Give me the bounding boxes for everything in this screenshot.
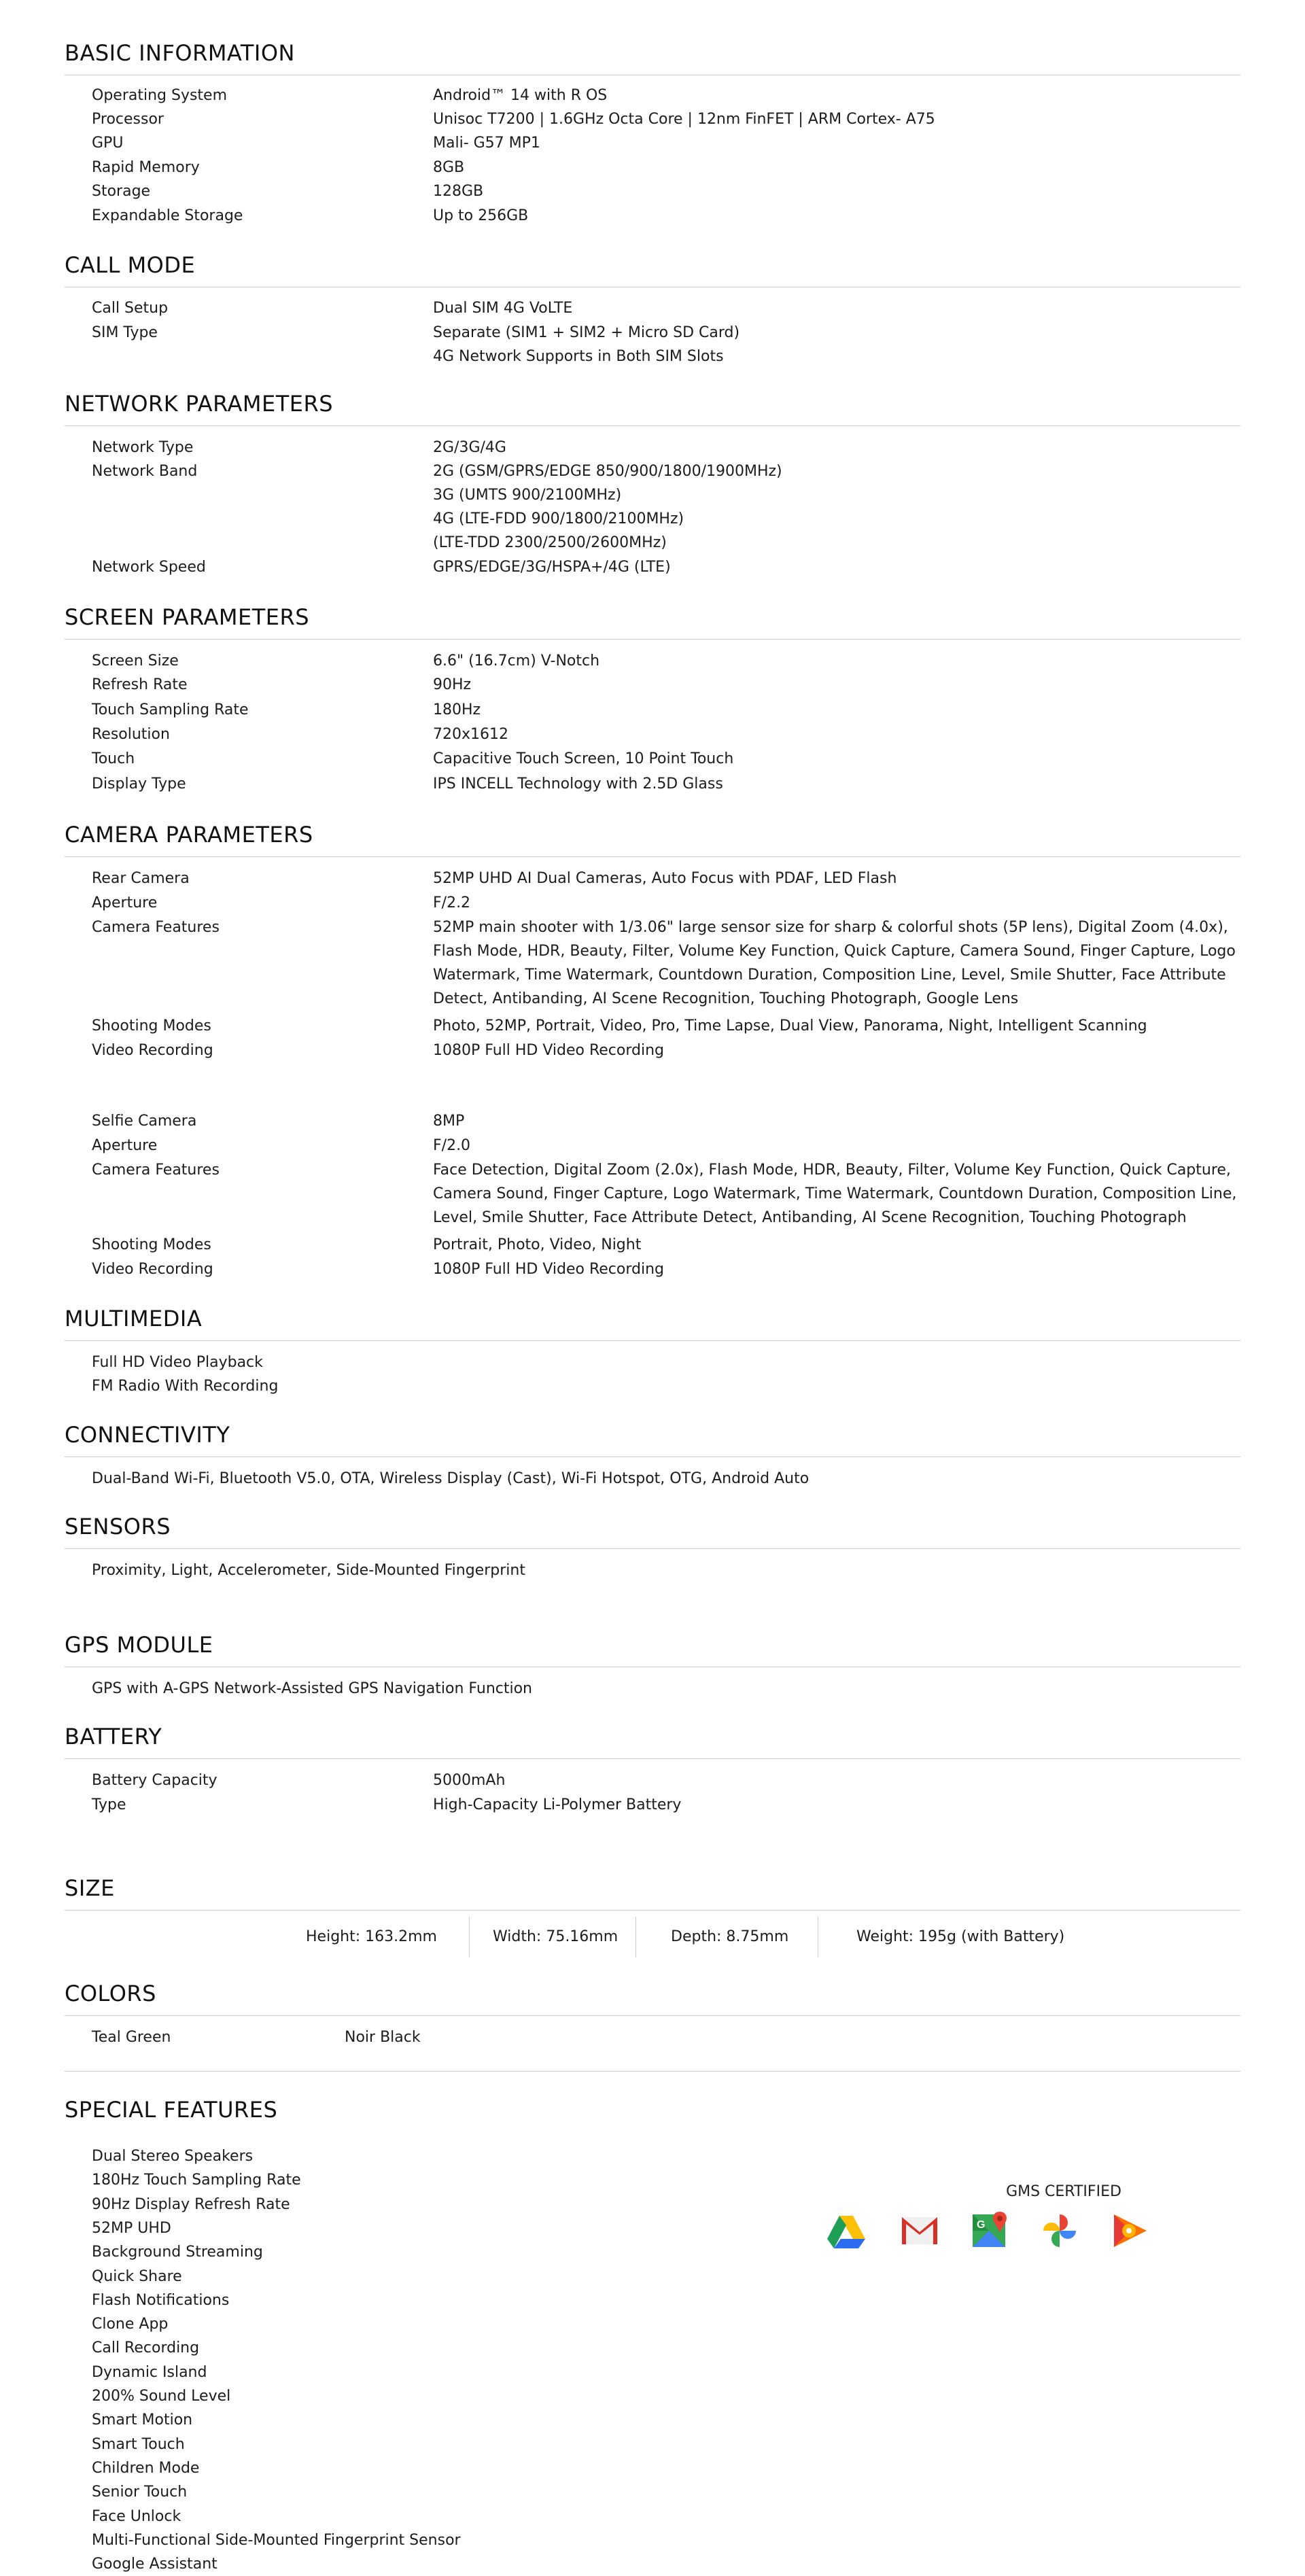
- gps-text: GPS with A-GPS Network-Assisted GPS Navigation Function: [92, 1680, 533, 1697]
- section-title: SCREEN PARAMETERS: [65, 604, 310, 630]
- size-dimensions: [65, 1917, 1240, 1957]
- feature-item: Senior Touch: [92, 2484, 188, 2501]
- spec-label: Camera Features: [92, 919, 220, 936]
- spec-value: F/2.2: [433, 894, 471, 911]
- section-camera-parameters: [65, 821, 1240, 857]
- divider: [65, 1910, 1240, 1911]
- spec-value: 2G/3G/4G: [433, 439, 506, 456]
- feature-item: 52MP UHD: [92, 2219, 171, 2237]
- spec-value: 8GB: [433, 159, 465, 176]
- sensors-text: Proximity, Light, Accelerometer, Side-Mounted Fingerprint: [92, 1562, 525, 1579]
- section-title: SENSORS: [65, 1514, 171, 1539]
- spec-label: Aperture: [92, 894, 158, 911]
- spec-label: Touch: [92, 750, 135, 767]
- gms-certified-label: GMS CERTIFIED: [1006, 2183, 1121, 2200]
- feature-item: 200% Sound Level: [92, 2388, 231, 2405]
- spec-label: Rear Camera: [92, 870, 190, 887]
- section-size: [65, 1875, 1240, 1911]
- spec-value: Unisoc T7200 | 1.6GHz Octa Core | 12nm FinFET | ARM Cortex- A75: [433, 111, 935, 128]
- google-maps-icon: [970, 2210, 1011, 2251]
- section-basic-information: [65, 39, 1240, 75]
- spec-value: Capacitive Touch Screen, 10 Point Touch: [433, 750, 734, 767]
- color-option: Noir Black: [345, 2029, 421, 2046]
- google-drive-icon: [826, 2210, 867, 2251]
- section-sensors: [65, 1513, 1240, 1549]
- feature-item: Quick Share: [92, 2267, 182, 2285]
- spec-label: Battery Capacity: [92, 1772, 218, 1789]
- section-title: SIZE: [65, 1875, 115, 1901]
- section-title: BATTERY: [65, 1724, 162, 1750]
- list-item: Full HD Video Playback: [92, 1354, 263, 1371]
- spec-value: 52MP main shooter with 1/3.06" large sensor size for sharp & colorful shots (5P lens), Digital Zoom (4.0x), Flash Mode, HDR, Beauty, Filter, Volume Key Function, Quick Capture, Camera Sound, Finger Capture, Logo Watermark, Time Watermark, Countdown Duration, Composition Line, Level, Smile Shutter, Face Attribute Detect, Antibanding, AI Scene Recognition, Touching Photograph, Google Lens: [433, 919, 1236, 1007]
- spec-value: GPRS/EDGE/3G/HSPA+/4G (LTE): [433, 559, 671, 576]
- divider: [65, 2015, 1240, 2016]
- feature-item: Dual Stereo Speakers: [92, 2148, 254, 2165]
- section-title: CAMERA PARAMETERS: [65, 822, 313, 848]
- feature-item: Smart Motion: [92, 2412, 193, 2429]
- feature-item: Background Streaming: [92, 2244, 263, 2261]
- spec-value: 1080P Full HD Video Recording: [433, 1042, 665, 1059]
- spec-label: Screen Size: [92, 652, 179, 669]
- divider: [65, 639, 1240, 640]
- spec-label: Resolution: [92, 726, 170, 743]
- section-title: SPECIAL FEATURES: [65, 2097, 278, 2123]
- svg-text:G: G: [977, 2219, 986, 2231]
- spec-value: IPS INCELL Technology with 2.5D Glass: [433, 776, 723, 793]
- spec-label: Shooting Modes: [92, 1236, 211, 1253]
- section-title: BASIC INFORMATION: [65, 40, 295, 66]
- spec-value: 5000mAh: [433, 1772, 506, 1789]
- google-play-music-icon: [1110, 2210, 1151, 2251]
- section-multimedia: [65, 1305, 1240, 1341]
- feature-item: Face Unlock: [92, 2507, 181, 2525]
- feature-item: Google Assistant: [92, 2556, 218, 2573]
- section-call-mode: [65, 251, 1240, 288]
- google-photos-icon: [1039, 2210, 1080, 2251]
- feature-item: Smart Touch: [92, 2435, 185, 2453]
- spec-label: Expandable Storage: [92, 207, 243, 224]
- spec-label: GPU: [92, 135, 124, 152]
- spec-label: Display Type: [92, 776, 186, 793]
- section-title: CALL MODE: [65, 252, 196, 278]
- spec-label: Network Speed: [92, 559, 206, 576]
- spec-value: 4G Network Supports in Both SIM Slots: [433, 348, 724, 365]
- spec-label: Operating System: [92, 87, 228, 104]
- spec-value: Photo, 52MP, Portrait, Video, Pro, Time Lapse, Dual View, Panorama, Night, Intelligent Scanning: [433, 1017, 1147, 1034]
- divider: [65, 1548, 1240, 1549]
- color-option: Teal Green: [92, 2029, 171, 2046]
- spec-label: Video Recording: [92, 1042, 213, 1059]
- section-colors: [65, 1980, 1240, 2016]
- spec-value: 180Hz: [433, 701, 481, 718]
- spec-value: Android™ 14 with R OS: [433, 87, 608, 104]
- spec-label: Shooting Modes: [92, 1017, 211, 1034]
- spec-label: Call Setup: [92, 300, 169, 317]
- divider: [65, 287, 1240, 288]
- spec-label: Processor: [92, 111, 164, 128]
- spec-label: Type: [92, 1796, 126, 1813]
- spec-label: Network Type: [92, 439, 194, 456]
- spec-label: Refresh Rate: [92, 676, 188, 693]
- spec-value: 8MP: [433, 1113, 465, 1130]
- spec-label: Video Recording: [92, 1261, 213, 1278]
- feature-item: Clone App: [92, 2316, 169, 2333]
- spec-value: Separate (SIM1 + SIM2 + Micro SD Card): [433, 324, 740, 341]
- spec-label: Touch Sampling Rate: [92, 701, 249, 718]
- spec-value: 52MP UHD AI Dual Cameras, Auto Focus with PDAF, LED Flash: [433, 870, 897, 887]
- spec-value: 90Hz: [433, 676, 472, 693]
- section-title: NETWORK PARAMETERS: [65, 391, 334, 417]
- spec-value: Face Detection, Digital Zoom (2.0x), Flash Mode, HDR, Beauty, Filter, Volume Key Function, Quick Capture, Camera Sound, Finger Capture, Logo Watermark, Time Watermark, Countdown Duration, Composition Line, Level, Smile Shutter, Face Attribute Detect, Antibanding, AI Scene Recognition, Touching Photograph: [433, 1162, 1237, 1226]
- section-gps-module: [65, 1631, 1240, 1667]
- spec-value: 6.6" (16.7cm) V-Notch: [433, 652, 600, 669]
- spec-label: Rapid Memory: [92, 159, 200, 176]
- size-width: Width: 75.16mm: [493, 1928, 619, 1945]
- section-special-features: [65, 2096, 1240, 2123]
- spec-value: 4G (LTE-FDD 900/1800/2100MHz): [433, 510, 684, 527]
- spec-label: Aperture: [92, 1137, 158, 1154]
- connectivity-text: Dual-Band Wi-Fi, Bluetooth V5.0, OTA, Wireless Display (Cast), Wi-Fi Hotspot, OTG, Android Auto: [92, 1470, 810, 1487]
- divider: [65, 1758, 1240, 1759]
- size-height: Height: 163.2mm: [306, 1928, 437, 1945]
- feature-item: 180Hz Touch Sampling Rate: [92, 2172, 301, 2189]
- feature-item: Call Recording: [92, 2339, 200, 2357]
- spec-value: 3G (UMTS 900/2100MHz): [433, 487, 622, 504]
- section-title: MULTIMEDIA: [65, 1306, 203, 1331]
- divider-section: [65, 2071, 1240, 2072]
- spec-label: Selfie Camera: [92, 1113, 197, 1130]
- section-title: CONNECTIVITY: [65, 1422, 230, 1448]
- feature-item: 90Hz Display Refresh Rate: [92, 2195, 290, 2213]
- section-title: GPS MODULE: [65, 1632, 213, 1658]
- list-item: FM Radio With Recording: [92, 1378, 279, 1395]
- spec-value: F/2.0: [433, 1137, 471, 1154]
- spec-value: Dual SIM 4G VoLTE: [433, 300, 573, 317]
- divider: [65, 1340, 1240, 1341]
- spec-value: 128GB: [433, 183, 484, 200]
- spec-value: Portrait, Photo, Video, Night: [433, 1236, 642, 1253]
- section-network-parameters: [65, 390, 1240, 426]
- spec-label: Network Band: [92, 463, 198, 480]
- section-battery: [65, 1723, 1240, 1759]
- spec-value: Mali- G57 MP1: [433, 135, 540, 152]
- spec-value: 2G (GSM/GPRS/EDGE 850/900/1800/1900MHz): [433, 463, 782, 480]
- section-connectivity: [65, 1421, 1240, 1457]
- feature-item: Multi-Functional Side-Mounted Fingerprint Sensor: [92, 2531, 461, 2549]
- size-weight: Weight: 195g (with Battery): [856, 1928, 1065, 1945]
- feature-item: Flash Notifications: [92, 2291, 230, 2309]
- feature-item: Dynamic Island: [92, 2363, 207, 2381]
- gmail-icon: [899, 2210, 940, 2251]
- spec-label: Storage: [92, 183, 151, 200]
- spec-label: SIM Type: [92, 324, 158, 341]
- spec-value: Up to 256GB: [433, 207, 529, 224]
- spec-value: High-Capacity Li-Polymer Battery: [433, 1796, 682, 1813]
- spec-value: 1080P Full HD Video Recording: [433, 1261, 665, 1278]
- divider: [65, 856, 1240, 857]
- spec-value: 720x1612: [433, 726, 508, 743]
- section-title: COLORS: [65, 1981, 156, 2006]
- divider: [65, 425, 1240, 426]
- size-depth: Depth: 8.75mm: [671, 1928, 789, 1945]
- section-screen-parameters: [65, 604, 1240, 640]
- divider: [469, 1917, 470, 1957]
- divider: [65, 2071, 1240, 2072]
- feature-item: Children Mode: [92, 2459, 200, 2477]
- spec-label: Camera Features: [92, 1162, 220, 1179]
- spec-value: (LTE-TDD 2300/2500/2600MHz): [433, 534, 667, 551]
